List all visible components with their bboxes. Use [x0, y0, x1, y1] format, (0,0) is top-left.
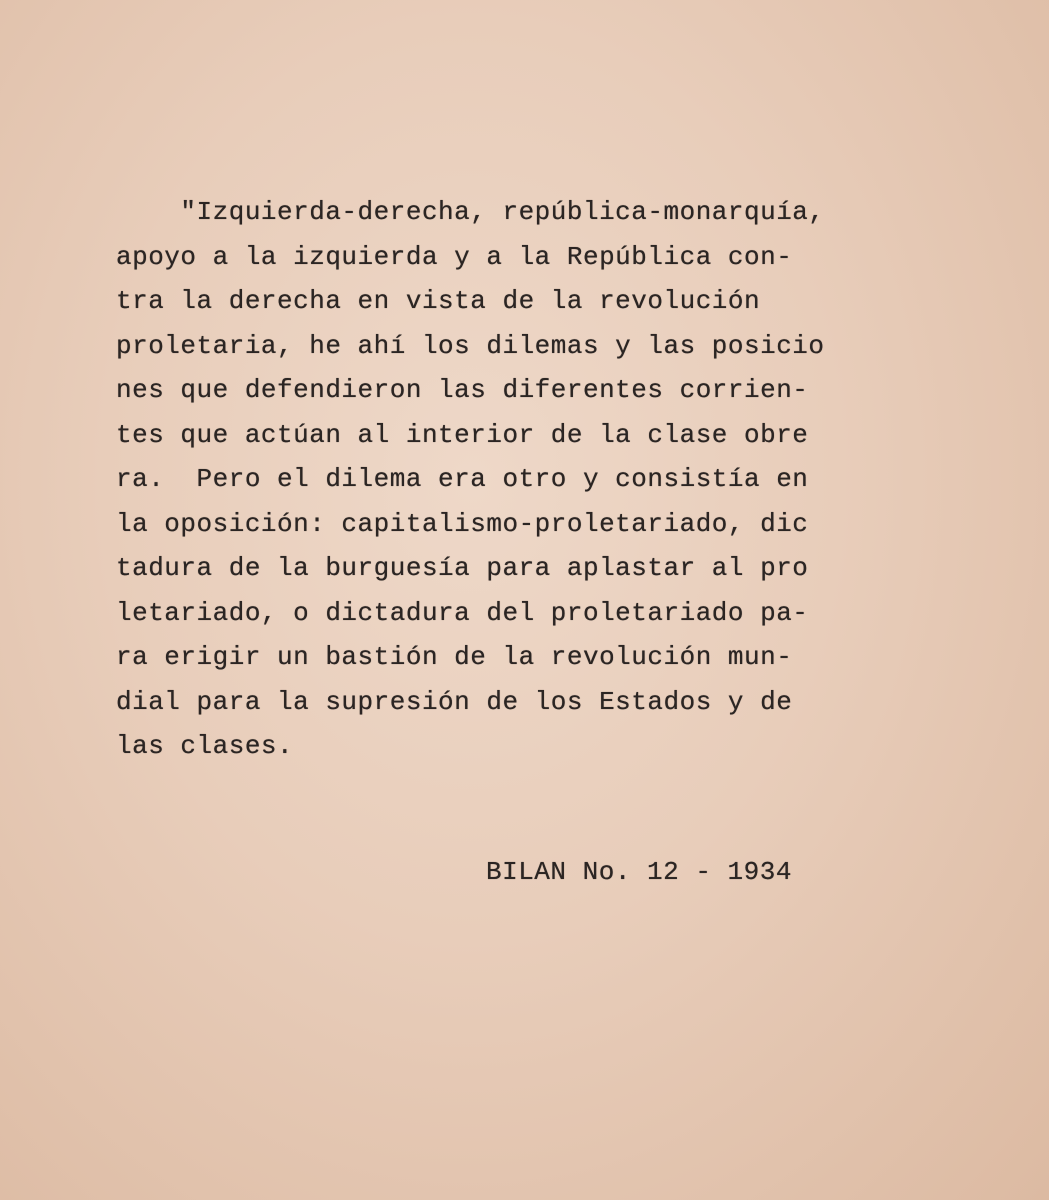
quote-line: dial para la supresión de los Estados y de — [116, 686, 793, 717]
quote-line: las clases. — [116, 731, 294, 761]
quote-line: letariado, o dictadura del proletariado pa- — [116, 597, 809, 628]
quote-line: apoyo a la izquierda y a la República con- — [116, 241, 793, 272]
quote-line: tra la derecha en vista de la revolución — [116, 286, 761, 316]
source-citation: BILAN No. 12 - 1934 — [486, 857, 792, 887]
quote-line: tes que actúan al interior de la clase obre — [116, 419, 809, 450]
quote-line: ra erigir un bastión de la revolución mun- — [116, 642, 793, 672]
quote-line: proletaria, he ahí los dilemas y las posicio — [116, 330, 825, 361]
quote-line: ra. Pero el dilema era otro y consistía en — [116, 464, 809, 494]
quote-line: tadura de la burguesía para aplastar al pro — [116, 553, 809, 583]
quote-paragraph — [116, 190, 896, 769]
quote-line: "Izquierda-derecha, república-monarquía, — [116, 197, 825, 227]
quote-line: nes que defendieron las diferentes corrien- — [116, 375, 809, 405]
quote-line: la oposición: capitalismo-proletariado, dic — [116, 508, 809, 539]
